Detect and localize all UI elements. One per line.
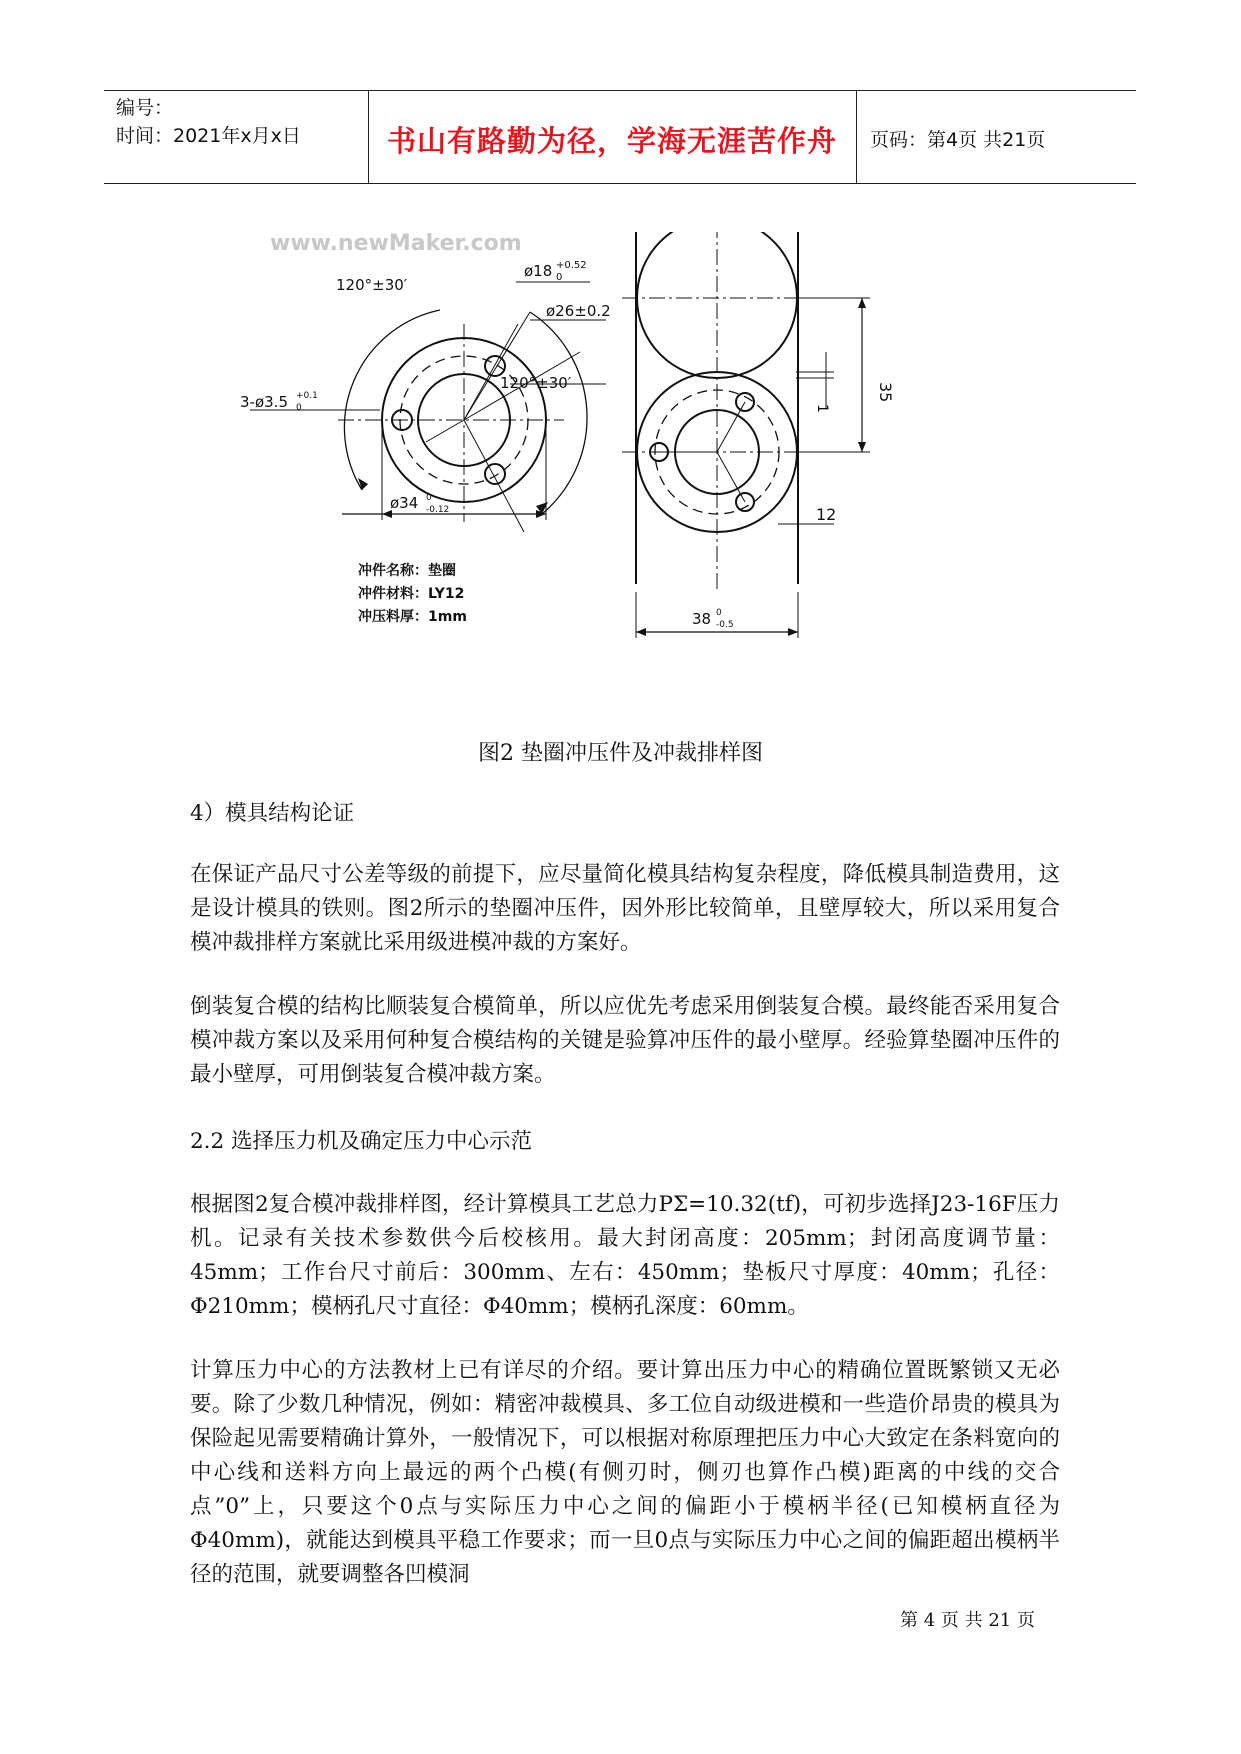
dim-38-tol-upper: 0 [716,608,722,618]
dim-angle-top: 120°±30′ [336,276,408,294]
dim-26: ø26±0.2 [546,302,611,320]
dim-38: 38 [692,610,712,628]
page-code: 页码：第4页 共21页 [870,129,1046,151]
dim-38-tol-lower: -0.5 [716,620,734,630]
time-label: 时间：2021年x月x日 [116,125,301,147]
dim-1: 1 [814,404,830,413]
watermark: www.newMaker.com [270,232,522,256]
dim-holes-tol-upper: +0.1 [296,391,318,401]
technical-drawing [230,232,1030,762]
part-material: 冲件材料：LY12 [358,586,465,602]
dim-holes-tol-lower: 0 [296,403,302,413]
figure-2 [230,232,1030,762]
dim-34: ø34 [390,494,419,512]
dim-34-tol-lower: -0.12 [426,505,450,515]
dim-angle-right: 120°±30′ [500,374,572,392]
section-heading-2-2: 2.2 选择压力机及确定压力中心示范 [190,1129,533,1154]
header-page-cell [856,91,1136,183]
paragraph-2: 倒装复合模的结构比顺装复合模简单，所以应优先考虑采用倒装复合模。最终能否采用复合模冲裁方案以及采用何种复合模结构的关键是验算冲压件的最小壁厚。经验算垫圈冲压件的最小壁厚，可用倒装复合模冲裁方案。 [190,994,1060,1087]
dim-34-tol-upper: 0 [426,493,432,503]
paragraph-3: 根据图2复合模冲裁排样图，经计算模具工艺总力PΣ=10.32(tf)，可初步选择J23-16F压力机。记录有关技术参数供今后校核用。最大封闭高度：205mm；封闭高度调节量：45mm；工作台尺寸前后：300mm、左右：450mm；垫板尺寸厚度：40mm；孔径：Φ210mm；模柄孔尺寸直径：Φ40mm；模柄孔深度：60mm。 [190,1192,1060,1319]
header-motto-cell [368,91,857,183]
serial-label: 编号： [116,97,174,119]
dim-hole-18-tol-upper: +0.52 [556,260,587,271]
dim-12: 12 [816,505,837,524]
header-info-cell [104,91,369,183]
page-footer: 第 4 页 共 21 页 [900,1610,1035,1631]
dim-hole-18: ø18 [524,262,553,280]
section-heading-4: 4）模具结构论证 [190,801,355,826]
figure-caption: 图2 垫圈冲压件及冲裁排样图 [478,741,763,766]
page-header [104,90,1136,184]
dim-hole-18-tol-lower: 0 [556,272,563,283]
dim-35: 35 [876,382,895,403]
paragraph-4: 计算压力中心的方法教材上已有详尽的介绍。要计算出压力中心的精确位置既繁锁又无必要。除了少数几种情况，例如：精密冲裁模具、多工位自动级进模和一些造价昂贵的模具为保险起见需要精确计算外，一般情况下，可以根据对称原理把压力中心大致定在条料宽向的中心线和送料方向上最远的两个凸模(有侧刃时，侧刃也算作凸模)距离的中线的交合点”0”上，只要这个0点与实际压力中心之间的偏距小于模柄半径(已知模柄直径为Φ40mm)，就能达到模具平稳工作要求；而一旦0点与实际压力中心之间的偏距超出模柄半径的范围，就要调整各凹模洞 [190,1358,1060,1587]
strip-layout-drawing [622,232,870,638]
motto: 书山有路勤为径，学海无涯苦作舟 [386,124,837,158]
part-thickness: 冲压料厚：1mm [358,609,467,625]
part-name: 冲件名称：垫圈 [358,563,456,579]
dim-holes: 3-ø3.5 [240,393,288,411]
paragraph-1: 在保证产品尺寸公差等级的前提下，应尽量简化模具结构复杂程度，降低模具制造费用，这是设计模具的铁则。图2所示的垫圈冲压件，因外形比较简单，且壁厚较大，所以采用复合模冲裁排样方案就比采用级进模冲裁的方案好。 [190,862,1060,955]
